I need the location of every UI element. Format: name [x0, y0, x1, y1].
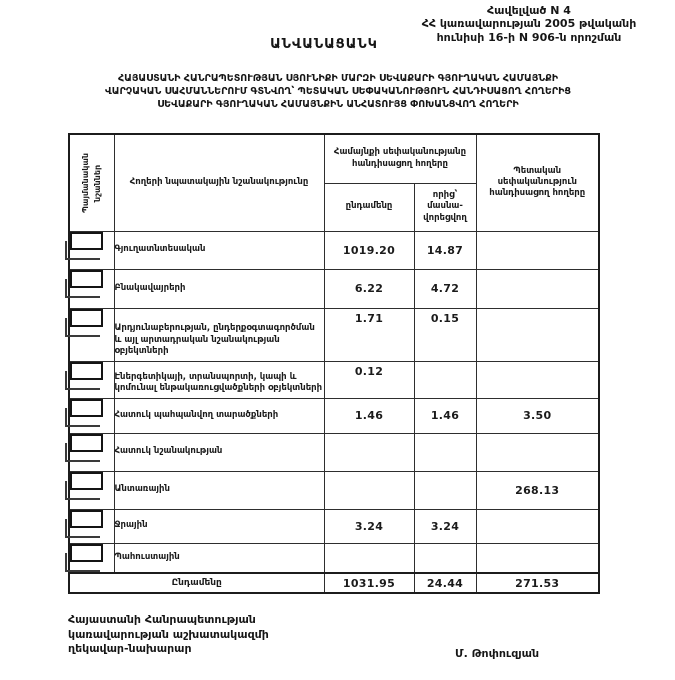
value-community-total	[324, 543, 414, 573]
value-community-privatized	[414, 433, 476, 471]
table-row	[69, 231, 599, 269]
total-community-privatized: 24.44	[414, 573, 476, 593]
legend-box	[70, 309, 103, 327]
value-community-privatized	[414, 543, 476, 573]
row-label: Ջրային	[114, 509, 324, 543]
subtitle-line-1: ՀԱՅԱՍՏԱՆԻ ՀԱՆՐԱՊԵՏՈՒԹՅԱՆ ՍՅՈՒՆԻՔԻ ՄԱՐԶԻ ՍԵՎԱՔԱՐԻ ԳՅՈՒՂԱԿԱՆ ՀԱՄԱՅՆՔԻ	[117, 73, 559, 84]
total-row-label: Ընդամենը	[69, 573, 324, 593]
value-state	[476, 361, 599, 398]
document-title: ԱՆՎԱՆԱՑԱՆԿ	[270, 37, 378, 52]
value-community-privatized: 4.72	[414, 269, 476, 308]
annex-line-3: հունիսի 16-ի N 906-ն որոշման	[436, 30, 622, 44]
value-state	[476, 269, 599, 308]
row-label: Անտառային	[114, 471, 324, 509]
legend-box	[70, 472, 103, 490]
value-state: 268.13	[476, 471, 599, 509]
legend-box	[70, 434, 103, 452]
value-state	[476, 231, 599, 269]
header-community-group: Համայնքի սեփականությանը հանդիսացող հողերը	[324, 134, 476, 183]
header-community-privatized: որից՝ մասնա-վորեցվող	[414, 183, 476, 231]
footer-line-3: ղեկավար-նախարար	[68, 642, 192, 656]
value-state	[476, 433, 599, 471]
header-purpose: Հողերի նպատակային նշանակությունը	[114, 134, 324, 231]
row-label: Էներգետիկայի, տրանսպորտի, կապի և կոմունալ ենթակառուցվածքների օբյեկտների	[114, 361, 324, 398]
footer-block	[68, 613, 598, 663]
legend-cell	[69, 308, 114, 361]
value-community-total: 6.22	[324, 269, 414, 308]
subtitle-line-3: ՍԵՎԱՔԱՐԻ ԳՅՈՒՂԱԿԱՆ ՀԱՄԱՅՆՔԻՆ ԱՆՀԱՏՈՒՅՑ ՓՈԽԱՆՑՎՈՂ ՀՈՂԵՐԻ	[157, 99, 519, 111]
footer-line-2: կառավարության աշխատակազմի	[68, 627, 269, 641]
value-community-total: 0.12	[324, 361, 414, 398]
value-state	[476, 308, 599, 361]
value-state: 3.50	[476, 398, 599, 433]
legend-box	[70, 232, 103, 250]
value-community-total: 1.46	[324, 398, 414, 433]
legend-box	[70, 399, 103, 417]
table-row	[69, 361, 599, 398]
legend-cell	[69, 269, 114, 308]
row-label: Պահուստային	[114, 543, 324, 573]
legend-cell	[69, 471, 114, 509]
header-symbols	[69, 134, 114, 231]
value-community-total	[324, 433, 414, 471]
value-community-privatized	[414, 361, 476, 398]
table-row	[69, 509, 599, 543]
value-state	[476, 543, 599, 573]
value-community-privatized: 14.87	[414, 231, 476, 269]
land-transfer-table	[68, 133, 600, 594]
table-total-row	[69, 573, 599, 593]
signature-name: Մ. Թոփուզյան	[455, 647, 540, 661]
value-state	[476, 509, 599, 543]
legend-box	[70, 544, 103, 562]
table-row	[69, 471, 599, 509]
row-label: Հատուկ պահպանվող տարածքների	[114, 398, 324, 433]
row-label: Հատուկ նշանակության	[114, 433, 324, 471]
value-community-privatized	[414, 471, 476, 509]
annex-line-1: Հավելված N 4	[487, 4, 571, 17]
legend-box	[70, 362, 103, 380]
row-label: Արդյունաբերության, ընդերքօգտագործման և այլ արտադրական նշանակության օբյեկտների	[114, 308, 324, 361]
legend-cell	[69, 361, 114, 398]
value-community-privatized: 0.15	[414, 308, 476, 361]
legend-box	[70, 510, 103, 528]
header-symbols-label: Պայմանական նշաններ	[80, 152, 102, 213]
footer-line-1: Հայաստանի Հանրապետության	[68, 613, 256, 626]
table-row	[69, 308, 599, 361]
value-community-total: 1.71	[324, 308, 414, 361]
value-community-privatized: 3.24	[414, 509, 476, 543]
subtitle-line-2: ՎԱՐՉԱԿԱՆ ՍԱՀՄԱՆՆԵՐՈՒՄ ԳՏՆՎՈՂ՝ ՊԵՏԱԿԱՆ ՍԵՓԱԿԱՆՈՒԹՅՈՒՆ ՀԱՆԴԻՍԱՑՈՂ ՀՈՂԵՐԻՑ	[104, 86, 572, 98]
legend-cell	[69, 398, 114, 433]
table-row	[69, 269, 599, 308]
header-community-total: ընդամենը	[324, 183, 414, 231]
legend-cell	[69, 433, 114, 471]
row-label: Բնակավայրերի	[114, 269, 324, 308]
legend-cell	[69, 231, 114, 269]
legend-cell	[69, 543, 114, 573]
value-community-total: 3.24	[324, 509, 414, 543]
total-community-total: 1031.95	[324, 573, 414, 593]
header-state: Պետական սեփականություն հանդիսացող հողերը	[476, 134, 599, 231]
document-subtitle	[30, 72, 646, 111]
legend-box	[70, 270, 103, 288]
value-community-total	[324, 471, 414, 509]
table-row	[69, 543, 599, 573]
total-state: 271.53	[476, 573, 599, 593]
table-row	[69, 398, 599, 433]
table-row	[69, 433, 599, 471]
value-community-total: 1019.20	[324, 231, 414, 269]
value-community-privatized: 1.46	[414, 398, 476, 433]
annex-line-2: ՀՀ կառավարության 2005 թվականի	[421, 17, 637, 31]
row-label: Գյուղատնտեսական	[114, 231, 324, 269]
legend-cell	[69, 509, 114, 543]
